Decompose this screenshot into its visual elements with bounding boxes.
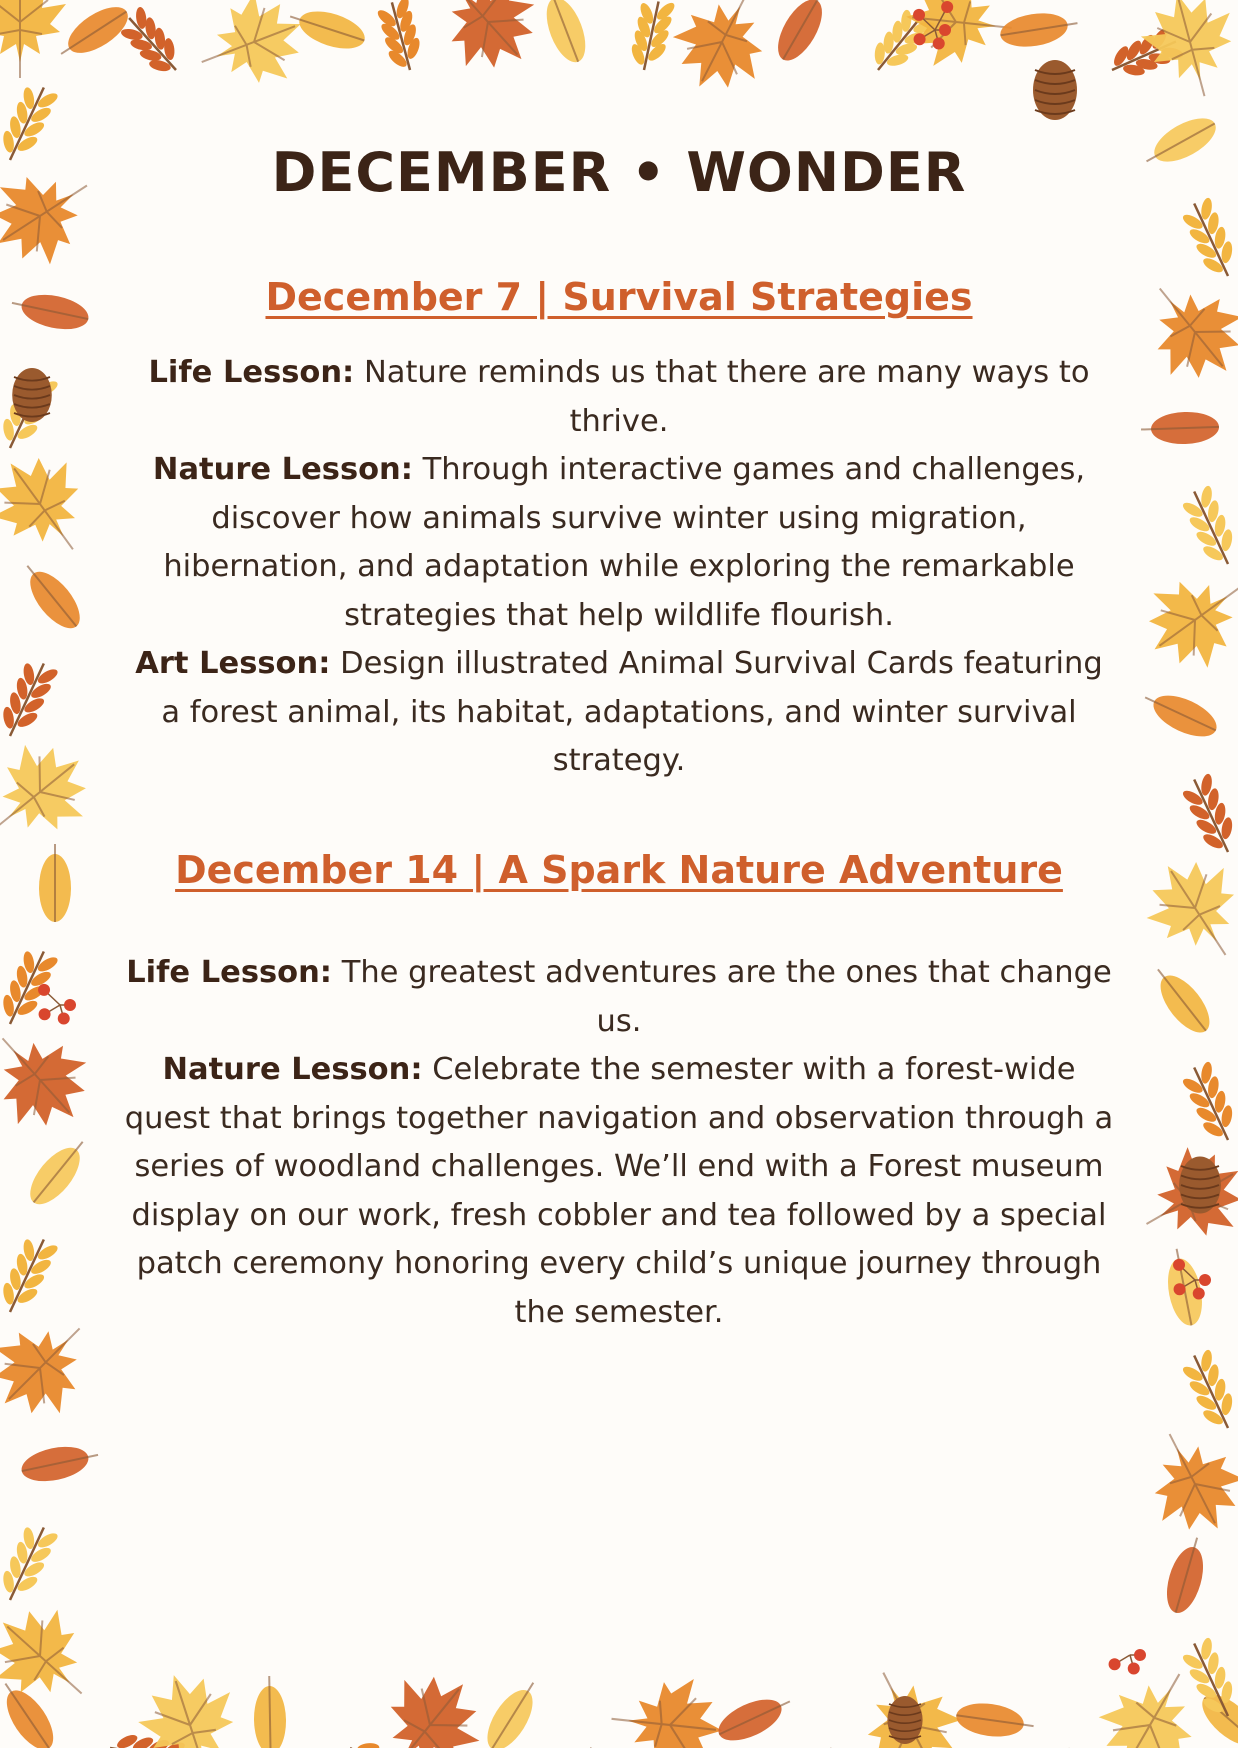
nature-lesson <box>120 446 1118 640</box>
page-title: DECEMBER • WONDER <box>271 141 967 204</box>
life-lesson <box>120 349 1118 446</box>
nature-lesson-text: Through interactive games and challenges, discover how animals survive winter using migration, hibernation, and adaptation while exploring the remarkable strategies that help wildlife flourish. <box>163 452 1086 633</box>
life-lesson-text: The greatest adventures are the ones that change us. <box>332 955 1112 1039</box>
nature-lesson-label: Nature Lesson: <box>152 452 413 487</box>
document-content <box>120 0 1118 1748</box>
life-lesson-label: Life Lesson: <box>126 955 332 990</box>
section-heading-december-14: December 14 | A Spark Nature Adventure <box>175 848 1063 892</box>
section-body-december-7 <box>120 349 1118 786</box>
art-lesson-label: Art Lesson: <box>135 646 331 681</box>
life-lesson-text: Nature reminds us that there are many ways to thrive. <box>354 355 1090 439</box>
art-lesson <box>120 640 1118 786</box>
art-lesson-text: Design illustrated Animal Survival Cards featuring a forest animal, its habitat, adaptations, and winter survival strategy. <box>161 646 1103 778</box>
section-heading-december-7: December 7 | Survival Strategies <box>265 275 973 319</box>
nature-lesson-label: Nature Lesson: <box>162 1052 423 1087</box>
life-lesson <box>120 949 1118 1046</box>
section-body-december-14 <box>120 949 1118 1337</box>
nature-lesson-text: Celebrate the semester with a forest-wide quest that brings together navigation and observation through a series of woodland challenges. We’ll end with a Forest museum display on our work, fresh cobbler and tea followed by a special patch ceremony honoring every child’s unique journey through the semester. <box>124 1052 1114 1330</box>
life-lesson-label: Life Lesson: <box>148 355 355 390</box>
nature-lesson <box>120 1046 1118 1337</box>
